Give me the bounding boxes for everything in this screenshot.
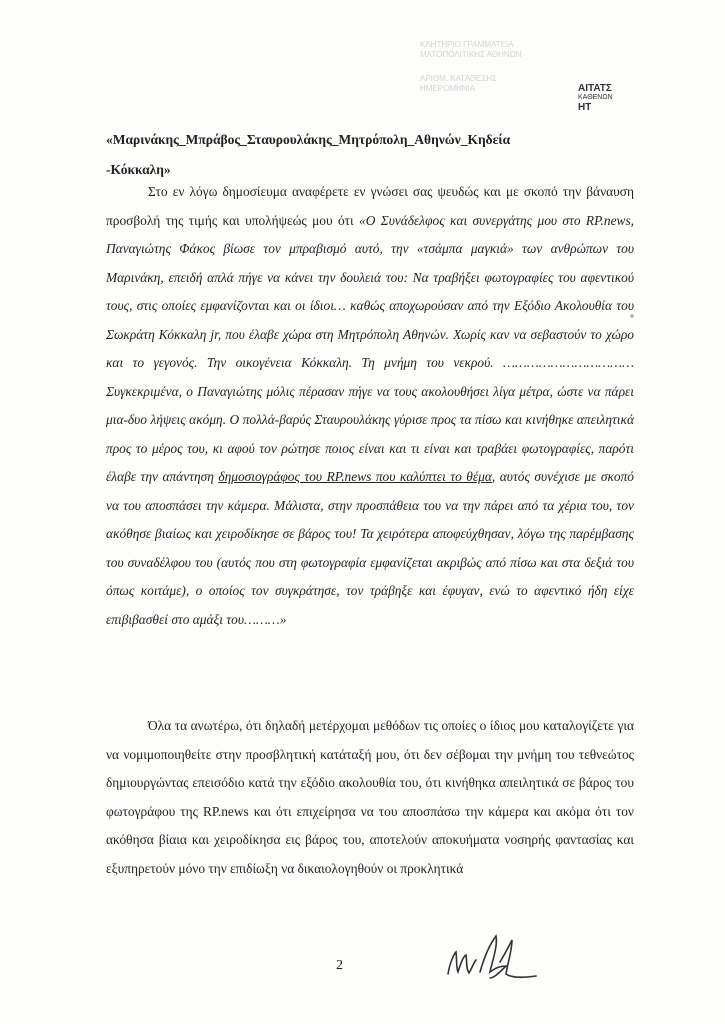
title-line: «Μαρινάκης_Μπράβος_Σταυρουλάκης_Μητρόπολη_Αθηνών_Κηδεία [106, 132, 511, 147]
quoted-text-end: , αυτός συνέχισε με σκοπό να του αποσπάσει την κάμερα. Μάλιστα, στην προσπάθεια του να την πάρει από τα χέρια του, τον ακόθησε βιαίως και χειροδίκησε σε βάρος του! Τα χειρότερα αποφεύχθησαν, λόγω της παρέμβασης του συναδέλφου του (αυτός που στη φωτογραφία εμφανίζεται ακριβώς από πίσω και στα δεξιά του όπως κοιτάμε), ο οποίος τον συγκράτησε, τον τράβηξε και έφυγαν, ενώ το αφεντικό ήδη είχε επιβιβασθεί στο αμάξι του………» [106, 469, 634, 627]
stamp-row: ΜΑΤΟΠΟΛΙΤΙΚΗΣ ΑΘΗΝΩΝ [420, 50, 522, 59]
stamp-code-line: ΑΙΤΑΤΣ [578, 83, 612, 94]
paragraph-quote [106, 178, 634, 634]
stamp-row: ΑΡΙΘΜ. ΚΑΤΑΘΕΣΗΣ [420, 74, 497, 83]
document-title [106, 125, 636, 185]
paragraph-intro: Στο εν λόγω δημοσίευμα αναφέρετε εν γνώσει σας ψευδώς και με σκοπό την βάναυση προσβολή της τιμής και υπολήψεώς μου ότι [106, 184, 634, 228]
page-number: 2 [336, 958, 343, 973]
stamp-code-line: ΚΑΘΕΝΩΝ [578, 94, 613, 101]
stamp-row: ΗΜΕΡΟΜΗΝΙΑ [420, 84, 476, 93]
stamp-code [578, 83, 613, 113]
stamp-code-line: ΗΤ [578, 102, 592, 113]
scan-speck [630, 314, 634, 318]
underlined-text: δημοσιογράφος του RP.news που καλύπτει το θέμα [218, 469, 492, 484]
paragraph-response: Όλα τα ανωτέρω, ότι δηλαδή μετέρχομαι μεθόδων τις οποίες ο ίδιος μου καταλογίζετε για να νομιμοποιηθείτε στην προσβλητική κατάταξή μου, ότι δεν σέβομαι την μνήμη του τεθνεώτος δημιουργώντας επεισόδιο κατά την εξόδιο ακολουθία του, ότι κινήθηκα απειλητικά σε βάρος του φωτογράφου της RP.news και ότι επιχείρησα να του αποσπάσω την κάμερα και ακόμα ότι τον ακόθησα βίαια και χειροδίκησα εις βάρος του, αποτελούν αποκυήματα νοσηρής φαντασίας και εξυπηρετούν μόνο την επιδίωξη να δικαιολογηθούν οι προκλητικά [106, 718, 634, 876]
signature [440, 922, 550, 992]
title-line: -Κόκκαλη» [106, 162, 171, 177]
stamp-row: ΚΛΗΤΗΡΙΟ ΓΡΑΜΜΑΤΕΙΑ [420, 40, 514, 49]
quoted-text: «Ο Συνάδελφος και συνεργάτης μου στο RP.news, Παναγιώτης Φάκος βίωσε τον μπραβισμό αυτό, την «τσάμπα μαγκιά» των ανθρώπων του Μαρινάκη, επειδή απλά πήγε να κάνει την δουλειά του: Να τραβήξει φωτογραφίες του αφεντικού τους, στις οποίες εμφανίζονται και οι ίδιοι… καθώς αποχωρούσαν από την Εξόδιο Ακολουθία του Σωκράτη Κόκκαλη jr, που έλαβε χώρα στη Μητρόπολη Αθηνών. Χωρίς καν να σεβαστούν το χώρο και το γεγονός. Την οικογένεια Κόκκαλη. Τη μνήμη του νεκρού. ……………………………Συγκεκριμένα, ο Παναγιώτης μόλις πέρασαν πήγε να τους ακολουθήσει λίγα μέτρα, ώστε να πάρει μια-δυο λήψεις ακόμη. Ο πολλά-βαρύς Σταυρουλάκης γύρισε προς τα πίσω και κινήθηκε απειλητικά προς το μέρος του, κι αφού τον ρώτησε ποιος είναι και τι είναι και τραβάει φωτογραφίες, παρότι έλαβε την απάντηση [106, 212, 634, 484]
